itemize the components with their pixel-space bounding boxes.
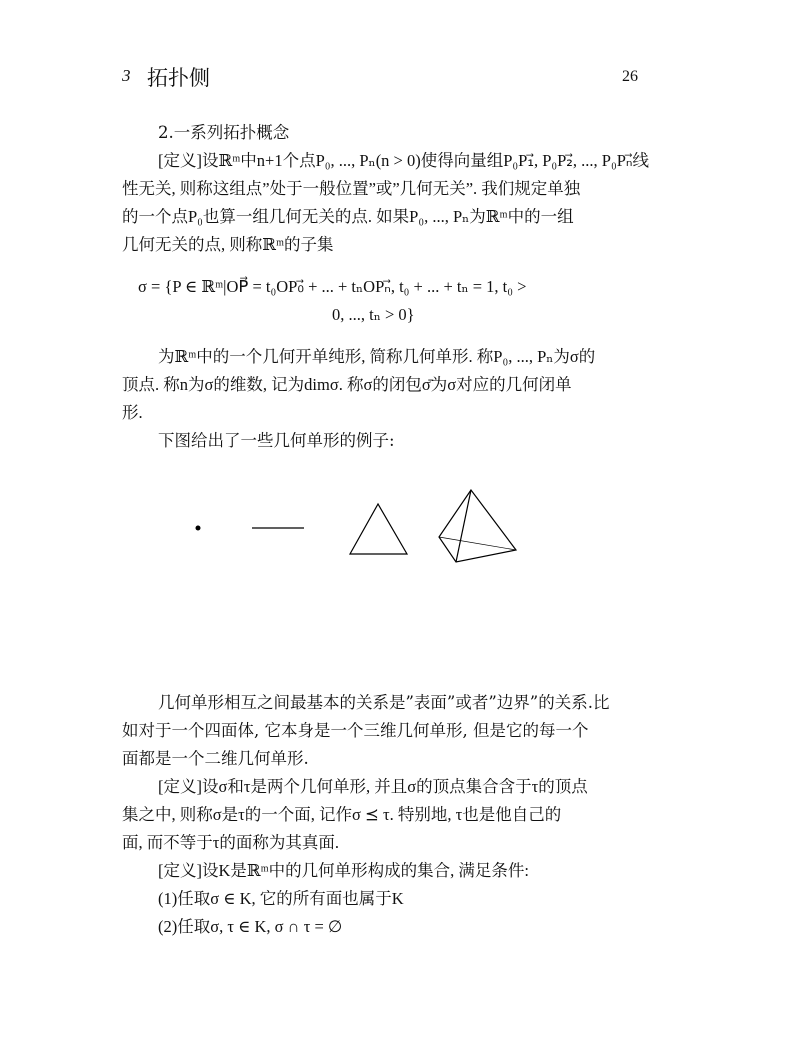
text-line: 为ℝᵐ中的一个几何开单纯形, 简称几何单形. 称P₀, ..., Pₙ为σ的 <box>158 347 596 366</box>
chapter-number: 3 <box>122 66 131 85</box>
text-line: 如对于一个四面体, 它本身是一个三维几何单形, 但是它的每一个 <box>122 721 589 740</box>
text-line: (2)任取σ, τ ∈ K, σ ∩ τ = ∅ <box>158 917 343 936</box>
text-line: 几何单形相互之间最基本的关系是”表面”或者”边界”的关系.比 <box>158 693 610 712</box>
simplex-figure <box>180 480 540 590</box>
display-formula-continued: 0, ..., tₙ > 0} <box>332 305 415 324</box>
text-line: [定义]设σ和τ是两个几何单形, 并且σ的顶点集合含于τ的顶点 <box>158 777 588 796</box>
text-line: [定义]设ℝᵐ中n+1个点P₀, ..., Pₙ(n > 0)使得向量组P₀P₁⃗, P₀P₂⃗, ..., P₀Pₙ⃗线 <box>158 151 649 170</box>
text-line: 面都是一个二维几何单形. <box>122 749 309 768</box>
text-line: 的一个点P₀也算一组几何无关的点. 如果P₀, ..., Pₙ为ℝᵐ中的一组 <box>122 207 574 226</box>
display-formula: σ = {P ∈ ℝᵐ|OP⃗ = t₀OP₀⃗ + ... + tₙOPₙ⃗, t₀ + ... + tₙ = 1, t₀ > <box>138 277 527 296</box>
chapter-title: 拓扑侧 <box>147 66 210 90</box>
text-line: 顶点. 称n为σ的维数, 记为dimσ. 称σ的闭包σ̄为σ对应的几何闭单 <box>122 375 572 394</box>
text-line: (1)任取σ ∈ K, 它的所有面也属于K <box>158 889 404 908</box>
tetrahedron-simplex <box>439 490 516 562</box>
text-line: 形. <box>122 403 143 422</box>
text-line: [定义]设K是ℝᵐ中的几何单形构成的集合, 满足条件: <box>158 861 530 880</box>
text-line: 集之中, 则称σ是τ的一个面, 记作σ ⪯ τ. 特别地, τ也是他自己的 <box>122 805 562 824</box>
section-heading: 2.一系列拓扑概念 <box>158 123 290 142</box>
triangle-simplex <box>350 504 407 554</box>
text-line: 性无关, 则称这组点”处于一般位置”或”几何无关”. 我们规定单独 <box>122 179 581 198</box>
point-simplex <box>196 526 201 531</box>
page-number: 26 <box>622 68 638 85</box>
text-line: 几何无关的点, 则称ℝᵐ的子集 <box>122 235 334 254</box>
text-line: 下图给出了一些几何单形的例子: <box>158 431 395 450</box>
text-line: 面, 而不等于τ的面称为其真面. <box>122 833 340 852</box>
